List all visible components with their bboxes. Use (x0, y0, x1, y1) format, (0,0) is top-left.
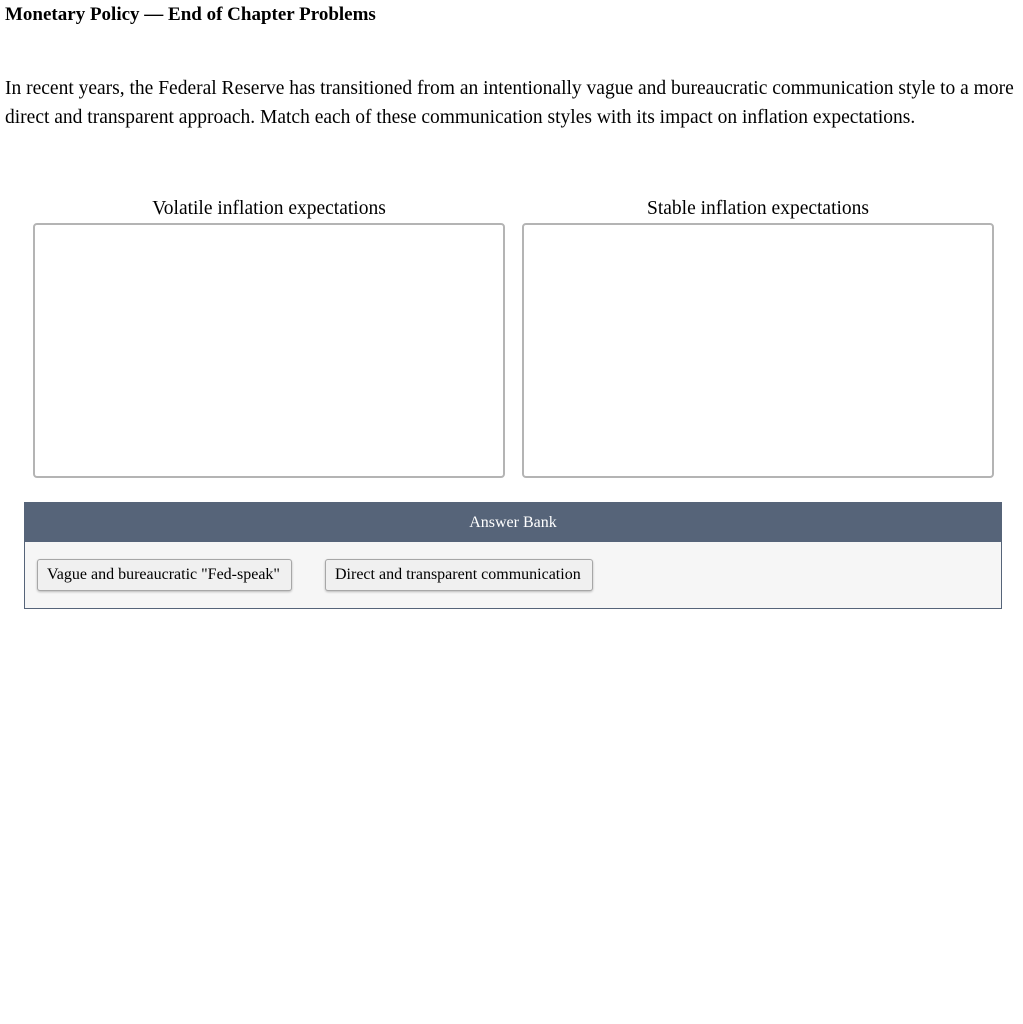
drop-target-label-volatile: Volatile inflation expectations (152, 198, 386, 219)
answer-chip-fed-speak[interactable]: Vague and bureaucratic "Fed-speak" (37, 559, 292, 591)
drop-column-stable (522, 196, 994, 478)
drop-zone-stable[interactable] (522, 223, 994, 478)
answer-bank-header: Answer Bank (25, 503, 1001, 542)
answer-chip-direct-communication[interactable]: Direct and transparent communication (325, 559, 593, 591)
answer-bank (24, 502, 1002, 609)
question-prompt: In recent years, the Federal Reserve has transitioned from an intentionally vague and bureaucratic communication style to a more direct and transparent approach. Match each of these communication styles with its impact on inflation expectations. (5, 78, 1014, 128)
answer-bank-body (25, 542, 1001, 608)
drop-column-volatile (33, 196, 505, 478)
page-title: Monetary Policy — End of Chapter Problems (5, 4, 376, 25)
drop-target-label-stable: Stable inflation expectations (646, 198, 870, 219)
drop-zone-volatile[interactable] (33, 223, 505, 478)
